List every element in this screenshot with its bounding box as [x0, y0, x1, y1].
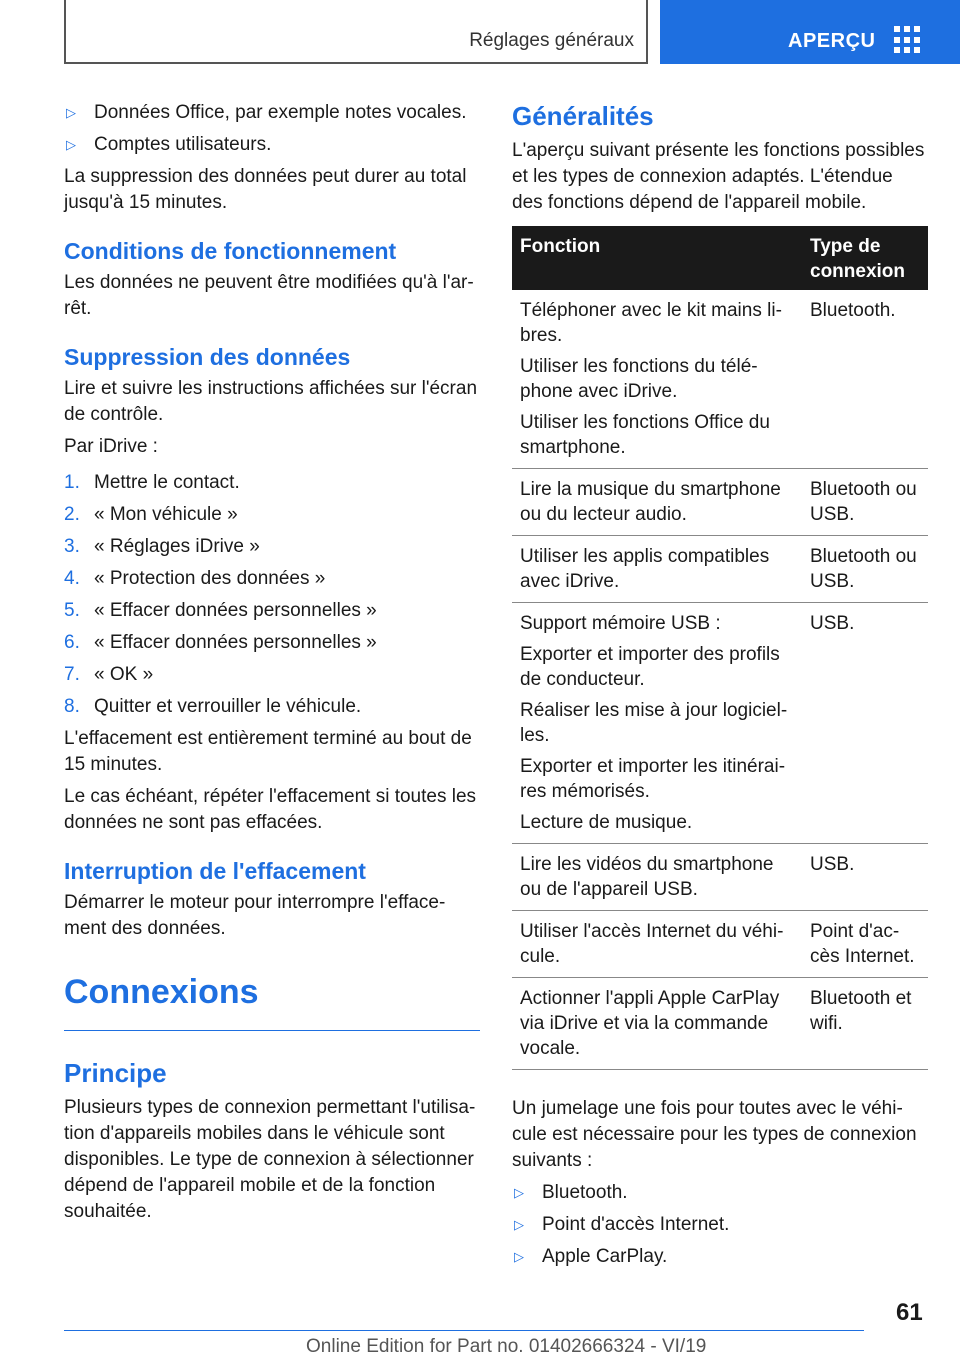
- left-column: [64, 100, 480, 1231]
- overview-tab[interactable]: [660, 0, 960, 64]
- generalites-heading: Généralités: [512, 101, 654, 131]
- triangle-bullet-icon: ▷: [514, 1217, 524, 1232]
- triangle-bullet-icon: ▷: [514, 1185, 524, 1200]
- connection-type-cell: Bluetooth ou USB.: [802, 536, 928, 603]
- function-text: Lire la musique du smartphone ou du lecteur audio.: [520, 479, 781, 525]
- table-row: [512, 536, 928, 603]
- table-row: [512, 469, 928, 536]
- function-text: Lire les vidéos du smartphone ou de l'appareil USB.: [520, 854, 774, 900]
- repeat-paragraph: Le cas échéant, répéter l'effacement si toutes les données ne sont pas effacées.: [64, 786, 477, 833]
- section-title: Réglages généraux: [469, 30, 634, 51]
- section-divider: [64, 1030, 480, 1031]
- function-text: Réaliser les mise à jour logicielles.: [520, 700, 788, 746]
- function-text: Support mémoire USB :: [520, 613, 721, 634]
- complete-paragraph: L'effacement est entièrement terminé au bout de 15 minutes.: [64, 728, 472, 775]
- list-item: 5. « Effacer données personnelles »: [64, 600, 377, 621]
- function-cell: [512, 911, 802, 978]
- interruption-heading: Interruption de l'effacement: [64, 858, 366, 884]
- connection-type-cell: Bluetooth ou USB.: [802, 469, 928, 536]
- list-item: ▷ Bluetooth.: [512, 1180, 928, 1206]
- grid-icon: [894, 26, 922, 54]
- header-section-box: [64, 0, 648, 64]
- function-text: Actionner l'appli Apple CarPlay via iDrive et via la commande vocale.: [520, 988, 780, 1059]
- function-text: Exporter et importer des profils de conducteur.: [520, 644, 780, 690]
- top-bullet-list: [64, 100, 480, 158]
- list-item: ▷ Comptes utilisateurs.: [64, 132, 480, 158]
- function-cell: [512, 536, 802, 603]
- function-cell: [512, 978, 802, 1070]
- triangle-bullet-icon: ▷: [514, 1249, 524, 1264]
- pairing-paragraph: Un jumelage une fois pour toutes avec le véhicule est nécessaire pour les types de connexion suivants :: [512, 1098, 917, 1171]
- conditions-heading: Conditions de fonctionnement: [64, 238, 397, 264]
- function-column-header: Fonction: [512, 226, 802, 290]
- page-number: 61: [896, 1299, 923, 1326]
- function-text: Exporter et importer les itinéraires mémorisés.: [520, 756, 786, 802]
- table-row: [512, 911, 928, 978]
- list-item: 1. Mettre le contact.: [64, 472, 240, 493]
- connection-table: [512, 226, 928, 1070]
- table-header-row: [512, 226, 928, 290]
- function-cell: [512, 844, 802, 911]
- triangle-bullet-icon: ▷: [66, 105, 76, 120]
- table-row: [512, 978, 928, 1070]
- idrive-paragraph: Par iDrive :: [64, 436, 158, 457]
- principe-paragraph: Plusieurs types de connexion permettant l'utilisation d'appareils mobiles dans le véhicule sont disponibles. Le type de connexion à sélectionner dépend de l'appareil mobile et de la fonction souhaitée.: [64, 1097, 476, 1222]
- principe-heading: Principe: [64, 1058, 167, 1088]
- steps-list: [64, 470, 480, 720]
- type-column-header: Type de connexion: [802, 226, 928, 290]
- interruption-paragraph: Démarrer le moteur pour interrompre l'effacement des données.: [64, 892, 446, 939]
- connection-type-cell: Bluetooth et wifi.: [802, 978, 928, 1070]
- right-column: [512, 100, 928, 1276]
- function-text: Utiliser les fonctions du téléphone avec iDrive.: [520, 356, 758, 402]
- duration-paragraph: La suppression des données peut durer au total jusqu'à 15 minutes.: [64, 166, 467, 213]
- function-cell: [512, 290, 802, 469]
- footer-divider: [64, 1330, 864, 1331]
- function-text: Utiliser les fonctions Office du smartphone.: [520, 412, 770, 458]
- list-item: ▷ Apple CarPlay.: [512, 1244, 928, 1270]
- function-cell: [512, 469, 802, 536]
- list-item: ▷ Données Office, par exemple notes vocales.: [64, 100, 480, 126]
- function-text: Lecture de musique.: [520, 812, 693, 833]
- list-item: 2. « Mon véhicule »: [64, 504, 238, 525]
- list-item: 3. « Réglages iDrive »: [64, 536, 260, 557]
- list-item: 7. « OK »: [64, 664, 154, 685]
- connection-type-cell: Point d'accès Internet.: [802, 911, 928, 978]
- list-item: ▷ Point d'accès Internet.: [512, 1212, 928, 1238]
- overview-tab-label: APERÇU: [788, 30, 876, 52]
- function-text: Utiliser l'accès Internet du véhicule.: [520, 921, 784, 967]
- connection-type-cell: USB.: [802, 603, 928, 844]
- list-item: 8. Quitter et verrouiller le véhicule.: [64, 696, 362, 717]
- table-row: [512, 290, 928, 469]
- intro-paragraph: L'aperçu suivant présente les fonctions possibles et les types de connexion adaptés. L'étendue des fonctions dépend de l'appareil mobile.: [512, 140, 925, 213]
- connection-type-cell: Bluetooth.: [802, 290, 928, 469]
- bottom-bullet-list: [512, 1180, 928, 1270]
- list-item: 6. « Effacer données personnelles »: [64, 632, 377, 653]
- suppression-heading: Suppression des données: [64, 344, 351, 370]
- instructions-paragraph: Lire et suivre les instructions affichées sur l'écran de contrôle.: [64, 378, 478, 425]
- list-item: 4. « Protection des données »: [64, 568, 326, 589]
- function-text: Téléphoner avec le kit mains libres.: [520, 300, 782, 346]
- table-row: [512, 844, 928, 911]
- connection-type-cell: USB.: [802, 844, 928, 911]
- edition-footer: Online Edition for Part no. 01402666324 - VI/19: [306, 1336, 707, 1357]
- function-text: Utiliser les applis compatibles avec iDrive.: [520, 546, 770, 592]
- table-row: [512, 603, 928, 844]
- connexions-heading: Connexions: [64, 973, 259, 1011]
- triangle-bullet-icon: ▷: [66, 137, 76, 152]
- conditions-paragraph: Les données ne peuvent être modifiées qu'à l'arrêt.: [64, 272, 474, 319]
- function-cell: [512, 603, 802, 844]
